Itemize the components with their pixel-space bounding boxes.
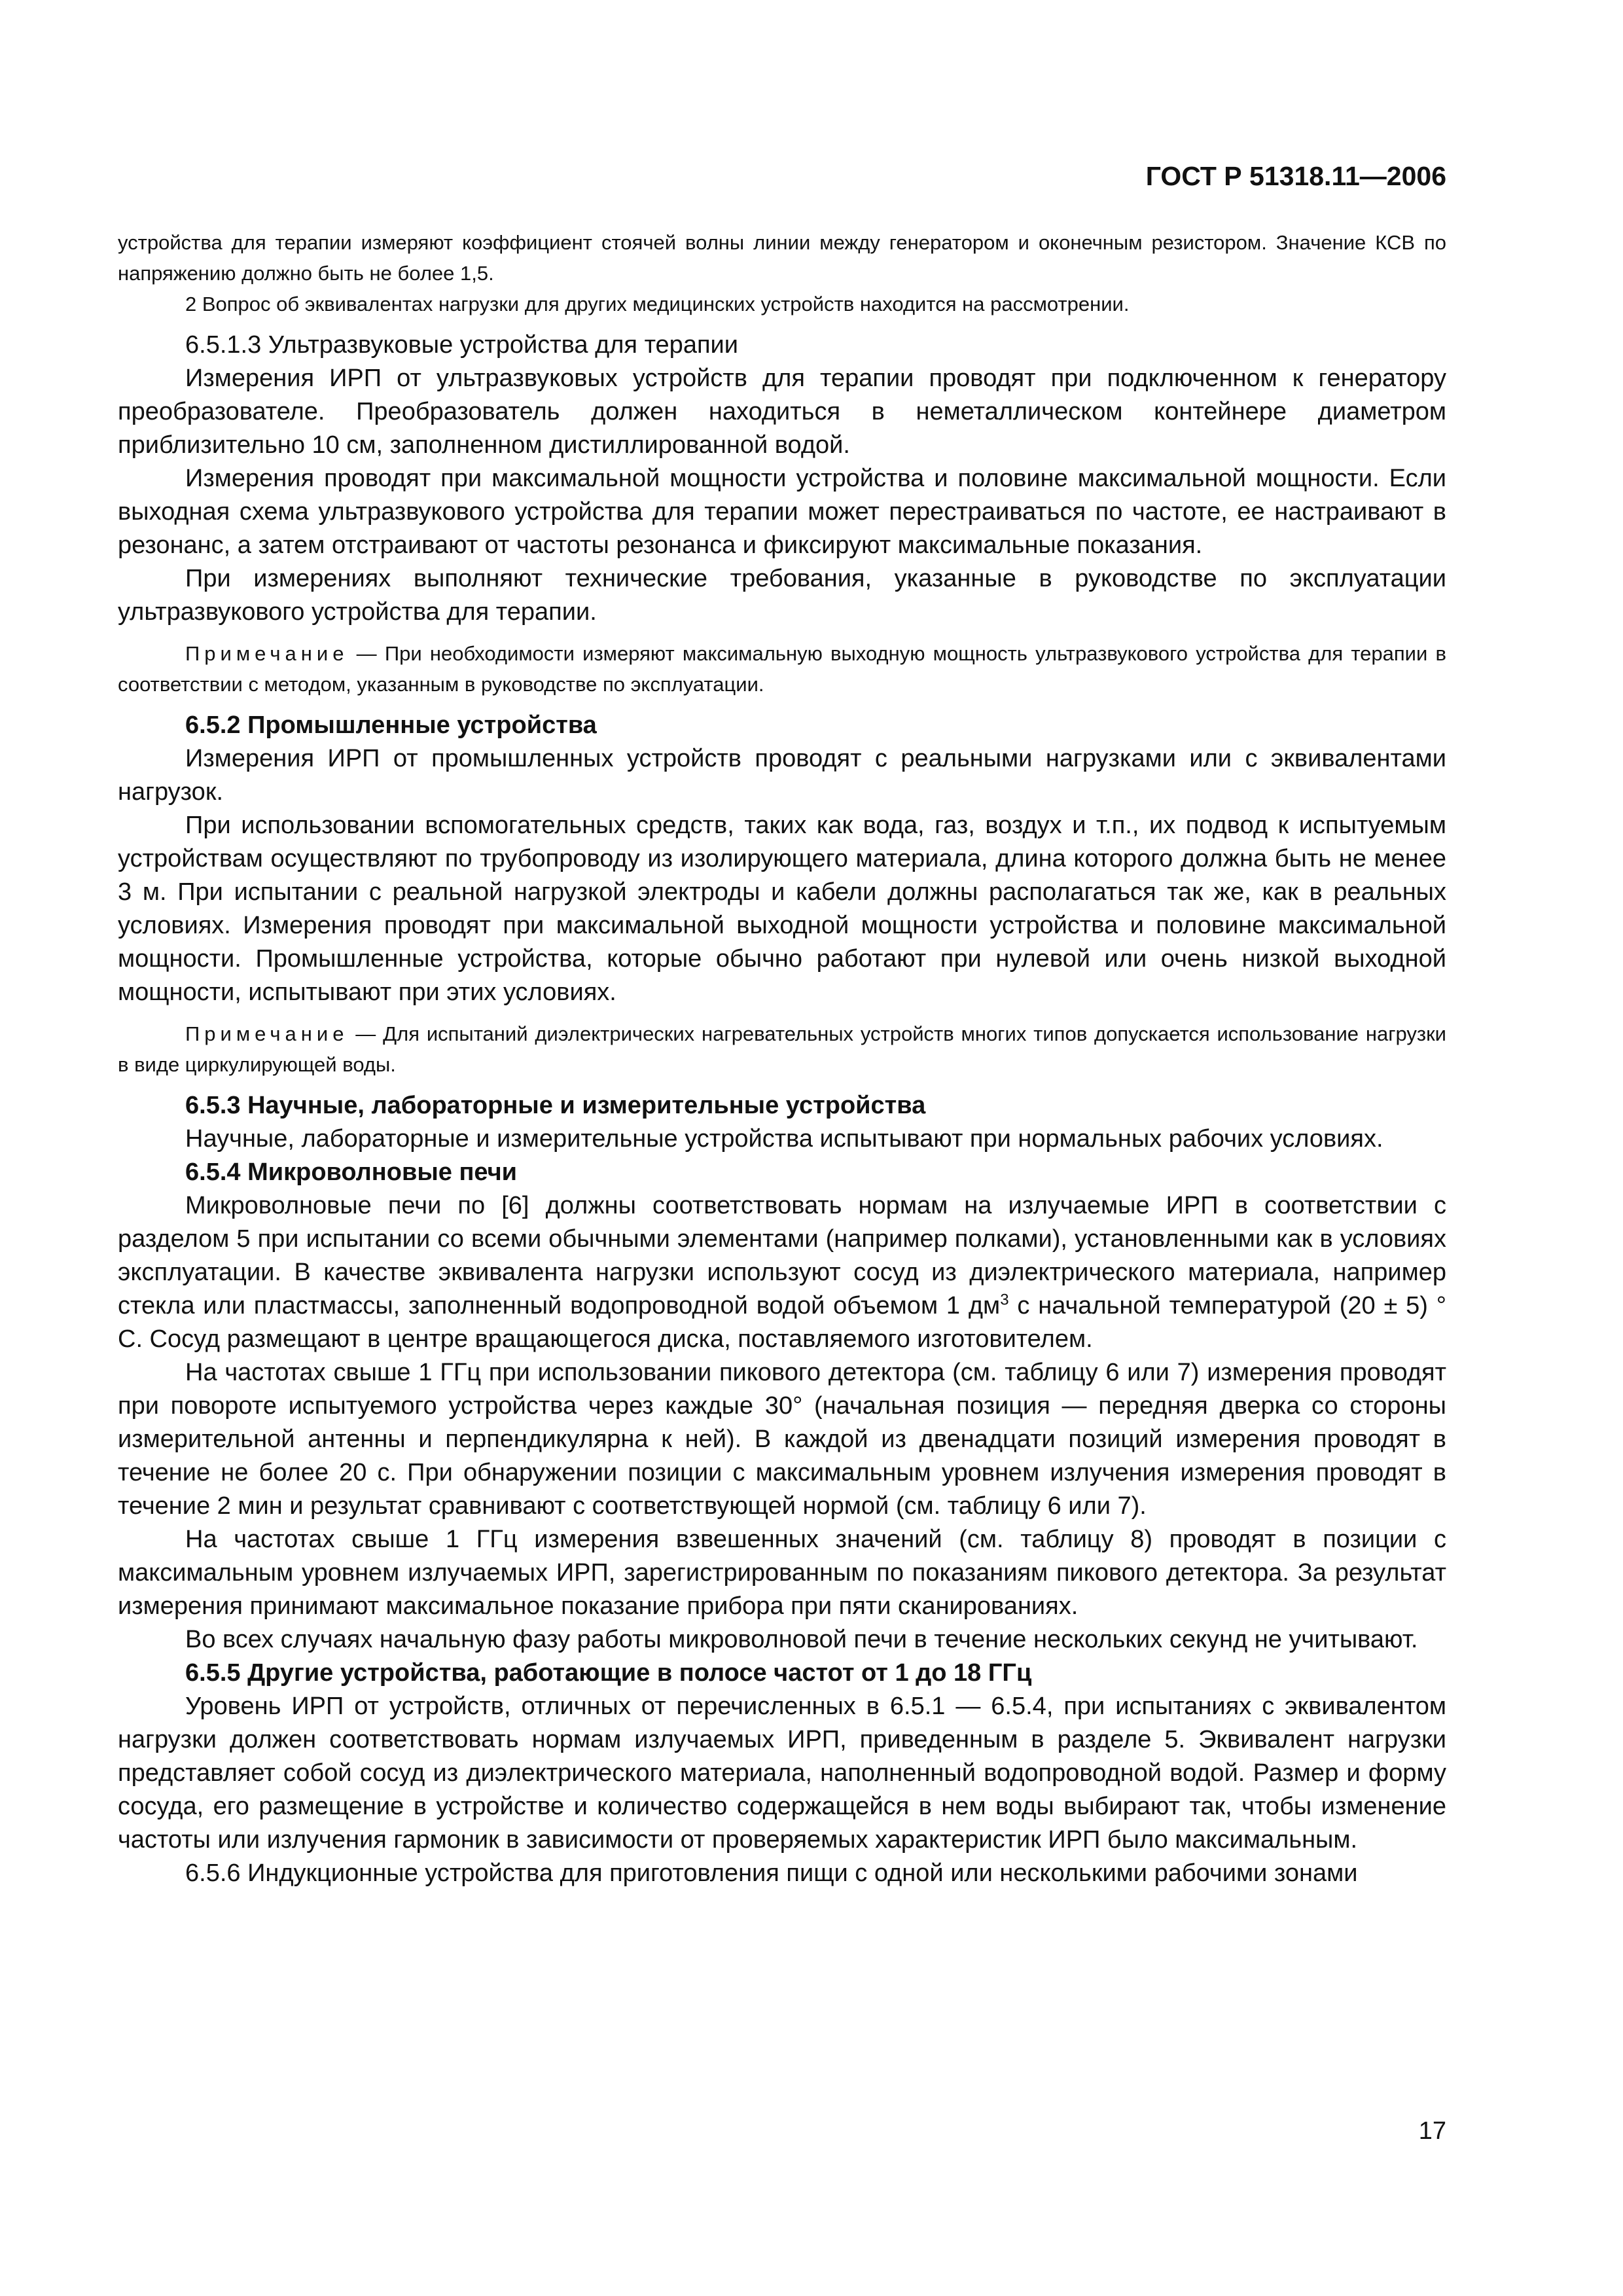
note-text: — При необходимости измеряют максимальную выходную мощность ультразвукового устройства для терапии в соответствии с методом, указанным в руководстве по эксплуатации. [118, 642, 1446, 696]
clause-6-5-5-heading: 6.5.5 Другие устройства, работающие в полосе частот от 1 до 18 ГГц [185, 1659, 1032, 1687]
paragraph: Уровень ИРП от устройств, отличных от перечисленных в 6.5.1 — 6.5.4, при испытаниях с эквивалентом нагрузки должен соответствовать нормам излучаемых ИРП, приведенным в разделе 5. Эквивалент нагрузки представляет собой сосуд из диэлектрического материала, наполненный водопроводной водой. Размер и форму сосуда, его размещение в устройстве и количество содержащейся в нем воды выбирают так, чтобы изменение частоты или излучения гармоник в зависимости от проверяемых характеристик ИРП было максимальным. [118, 1693, 1446, 1854]
paragraph-continuation: устройства для терапии измеряют коэффициент стоячей волны линии между генератором и оконечным резистором. Значение КСВ по напряжению должно быть не более 1,5. [118, 231, 1446, 285]
document-code-header: ГОСТ Р 51318.11—2006 [1145, 161, 1446, 191]
paragraph: Измерения ИРП от промышленных устройств проводят с реальными нагрузками или с эквивалентами нагрузок. [118, 745, 1446, 806]
paragraph: Измерения проводят при максимальной мощности устройства и половине максимальной мощности. Если выходная схема ультразвукового устройства для терапии может перестраиваться по частоте, ее настраивают в резонанс, а затем отстраивают от частоты резонанса и фиксируют максимальные показания. [118, 465, 1446, 559]
paragraph: При использовании вспомогательных средств, таких как вода, газ, воздух и т.п., их подвод к испытуемым устройствам осуществляют по трубопроводу из изолирующего материала, длина которого должна быть не менее 3 м. При испытании с реальной нагрузкой электроды и кабели должны располагаться так же, как в реальных условиях. Измерения проводят при максимальной выходной мощности устройства и половине максимальной мощности. Промышленные устройства, которые обычно работают при нулевой или очень низкой выходной мощности, испытывают при этих условиях. [118, 812, 1446, 1006]
note [118, 638, 1446, 700]
paragraph: Измерения ИРП от ультразвуковых устройств для терапии проводят при подключенном к генератору преобразователе. Преобразователь должен находиться в неметаллическом контейнере диаметром приблизительно 10 см, заполненном дистиллированной водой. [118, 365, 1446, 459]
superscript: 3 [1000, 1291, 1009, 1309]
paragraph: При измерениях выполняют технические требования, указанные в руководстве по эксплуатации ультразвукового устройства для терапии. [118, 565, 1446, 626]
page-number: 17 [1418, 2117, 1446, 2145]
page-content [118, 227, 1446, 1890]
clause-6-5-2-heading: 6.5.2 Промышленные устройства [185, 711, 597, 739]
clause-6-5-3-heading: 6.5.3 Научные, лабораторные и измерительные устройства [185, 1092, 926, 1119]
paragraph: Научные, лабораторные и измерительные устройства испытывают при нормальных рабочих условиях. [185, 1125, 1383, 1153]
note [118, 1018, 1446, 1080]
paragraph: На частотах свыше 1 ГГц при использовании пикового детектора (см. таблицу 6 или 7) измерения проводят при повороте испытуемого устройства через каждые 30° (начальная позиция — передняя дверка со стороны измерительной антенны и перпендикулярна к ней). В каждой из двенадцати позиций измерения проводят в течение не более 20 с. При обнаружении позиции с максимальным уровнем излучения измерения проводят в течение 2 мин и результат сравнивают с соответствующей нормой (см. таблицу 6 или 7). [118, 1359, 1446, 1520]
clause-6-5-6-heading: 6.5.6 Индукционные устройства для приготовления пищи с одной или несколькими рабочими зонами [185, 1859, 1358, 1887]
note-text: — Для испытаний диэлектрических нагревательных устройств многих типов допускается использование нагрузки в виде циркулирующей воды. [118, 1022, 1446, 1076]
note-label: Примечание [185, 1022, 349, 1045]
paragraph: На частотах свыше 1 ГГц измерения взвешенных значений (см. таблицу 8) проводят в позиции с максимальным уровнем излучаемых ИРП, зарегистрированным по показаниям пикового детектора. За результат измерения принимают максимальное показание прибора при пяти сканированиях. [118, 1526, 1446, 1620]
clause-6-5-4-heading: 6.5.4 Микроволновые печи [185, 1158, 518, 1186]
note-label: Примечание [185, 642, 349, 665]
note-item-2: 2 Вопрос об эквивалентах нагрузки для других медицинских устройств находится на рассмотрении. [185, 293, 1130, 315]
paragraph: Во всех случаях начальную фазу работы микроволновой печи в течение нескольких секунд не учитывают. [185, 1626, 1418, 1653]
paragraph: Микроволновые печи по [6] должны соответствовать нормам на излучаемые ИРП в соответствии с разделом 5 при испытании со всеми обычными элементами (например полками), установленными как в условиях эксплуатации. В качестве эквивалента нагрузки используют сосуд из диэлектрического материала, например стекла или пластмассы, заполненный водопроводной водой объемом 1 $дм^3$ с начальной температурой (20 ± 5) ° С. Сосуд размещают в центре вращающегося диска, поставляемого изготовителем. [118, 1192, 1446, 1353]
clause-6-5-1-3-heading: 6.5.1.3 Ультразвуковые устройства для терапии [185, 331, 738, 359]
